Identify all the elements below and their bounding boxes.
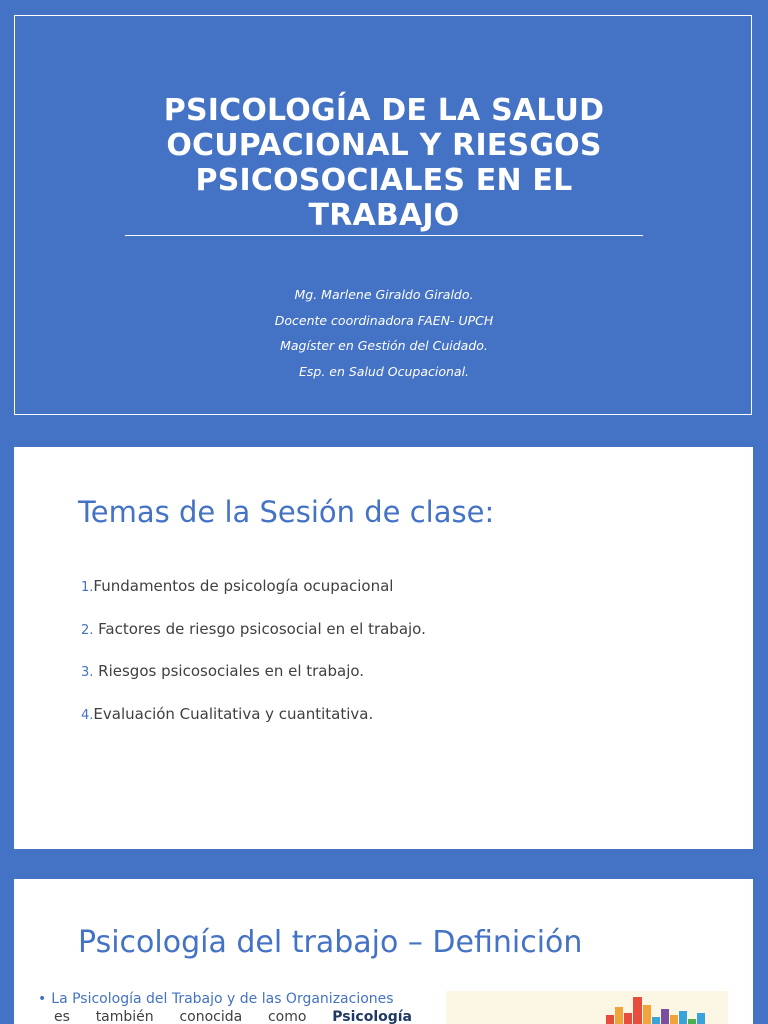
topic-text: Evaluación Cualitativa y cuantitativa. bbox=[93, 705, 374, 723]
author-name: Mg. Marlene Giraldo Giraldo. bbox=[294, 287, 474, 302]
topic-text: Riesgos psicosociales en el trabajo. bbox=[93, 662, 365, 680]
title-line: PSICOLOGÍA DE LA SALUD bbox=[163, 93, 605, 128]
colorful-figures-icon bbox=[446, 991, 728, 1024]
topic-number: 4. bbox=[81, 708, 94, 723]
topics-slide bbox=[14, 447, 753, 849]
definition-heading: Psicología del trabajo – Definición bbox=[78, 925, 583, 960]
title-slide bbox=[0, 0, 768, 432]
topic-text: Factores de riesgo psicosocial en el trabajo. bbox=[93, 620, 426, 638]
author-info bbox=[120, 282, 648, 384]
topic-text: Fundamentos de psicología ocupacional bbox=[93, 577, 394, 595]
definition-paragraph bbox=[38, 990, 412, 1024]
author-role: Docente coordinadora FAEN- UPCH bbox=[274, 312, 494, 328]
topic-number: 2. bbox=[81, 623, 94, 638]
topic-item bbox=[81, 619, 426, 641]
definition-slide bbox=[14, 879, 753, 1024]
definition-line: La Psicología del Trabajo y de las Organizaciones bbox=[51, 991, 394, 1007]
topic-number: 3. bbox=[81, 665, 94, 680]
title-line: OCUPACIONAL Y RIESGOS bbox=[166, 128, 602, 163]
title-divider bbox=[125, 235, 643, 236]
definition-term: Psicología bbox=[332, 1009, 412, 1024]
topics-heading: Temas de la Sesión de clase: bbox=[78, 495, 495, 529]
definition-line-2 bbox=[38, 1008, 412, 1024]
illustration-image bbox=[446, 991, 728, 1024]
bullet-icon: • bbox=[38, 991, 47, 1007]
title-line: PSICOSOCIALES EN EL bbox=[195, 163, 573, 198]
author-degree: Magíster en Gestión del Cuidado. bbox=[280, 338, 488, 353]
topic-item bbox=[81, 576, 393, 598]
topic-item bbox=[81, 661, 364, 683]
topic-number: 1. bbox=[81, 580, 94, 595]
topic-item bbox=[81, 704, 373, 726]
author-specialty: Esp. en Salud Ocupacional. bbox=[298, 363, 470, 379]
definition-text: es también conocida como bbox=[54, 1009, 333, 1024]
presentation-title bbox=[40, 93, 728, 233]
title-line: TRABAJO bbox=[308, 198, 460, 233]
